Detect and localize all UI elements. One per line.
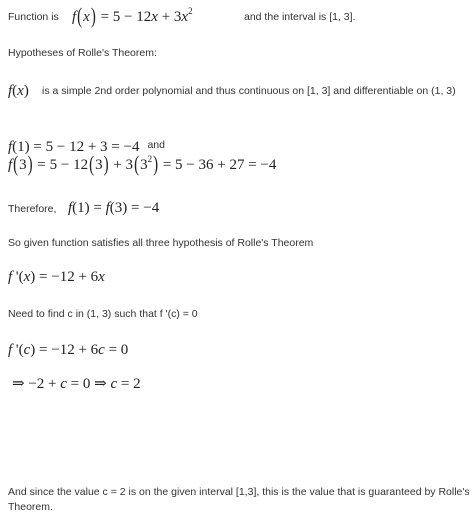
satisfies-text: So given function satisfies all three hypothesis of Rolle's Theorem bbox=[8, 237, 314, 249]
intro-line bbox=[8, 10, 59, 25]
hypotheses-heading: Hypotheses of Rolle's Theorem: bbox=[8, 47, 157, 59]
conclusion: And since the value c = 2 is on the given interval [1,3], this is the value that is guaranteed by Rolle's Theorem. bbox=[8, 486, 470, 513]
fx-symbol: f(x) bbox=[8, 83, 29, 99]
therefore-expr: f(1) = f(3) = −4 bbox=[68, 200, 160, 216]
therefore-label: Therefore, bbox=[8, 203, 57, 215]
eval-f1: f(1) = 5 − 12 + 3 = −4 $^{and}$ bbox=[8, 139, 165, 155]
derivative-at-c: f '(c) = −12 + 6c = 0 bbox=[8, 342, 129, 358]
derivative-expr: f '(x) = −12 + 6x bbox=[8, 269, 105, 285]
intro-before: Function is bbox=[8, 11, 59, 23]
polynomial-note: is a simple 2nd order polynomial and thus continuous on [1, 3] and differentiable on (1, 3) bbox=[42, 85, 456, 97]
find-c-text: Need to find c in (1, 3) such that f '(c) = 0 bbox=[8, 308, 198, 320]
eval-f3: $f(3) = 5 - 12(3) + 3(3^2) = 5 - 36 + 27 = -4$ bbox=[8, 153, 277, 177]
and-connector: and bbox=[147, 139, 165, 151]
intro-after: and the interval is [1, 3]. bbox=[244, 11, 356, 23]
function-formula: $f(x) = 5 - 12x + 3x^2$ bbox=[72, 5, 193, 29]
solve-step: ⇒ −2 + c = 0 ⇒ c = 2 bbox=[12, 376, 141, 392]
